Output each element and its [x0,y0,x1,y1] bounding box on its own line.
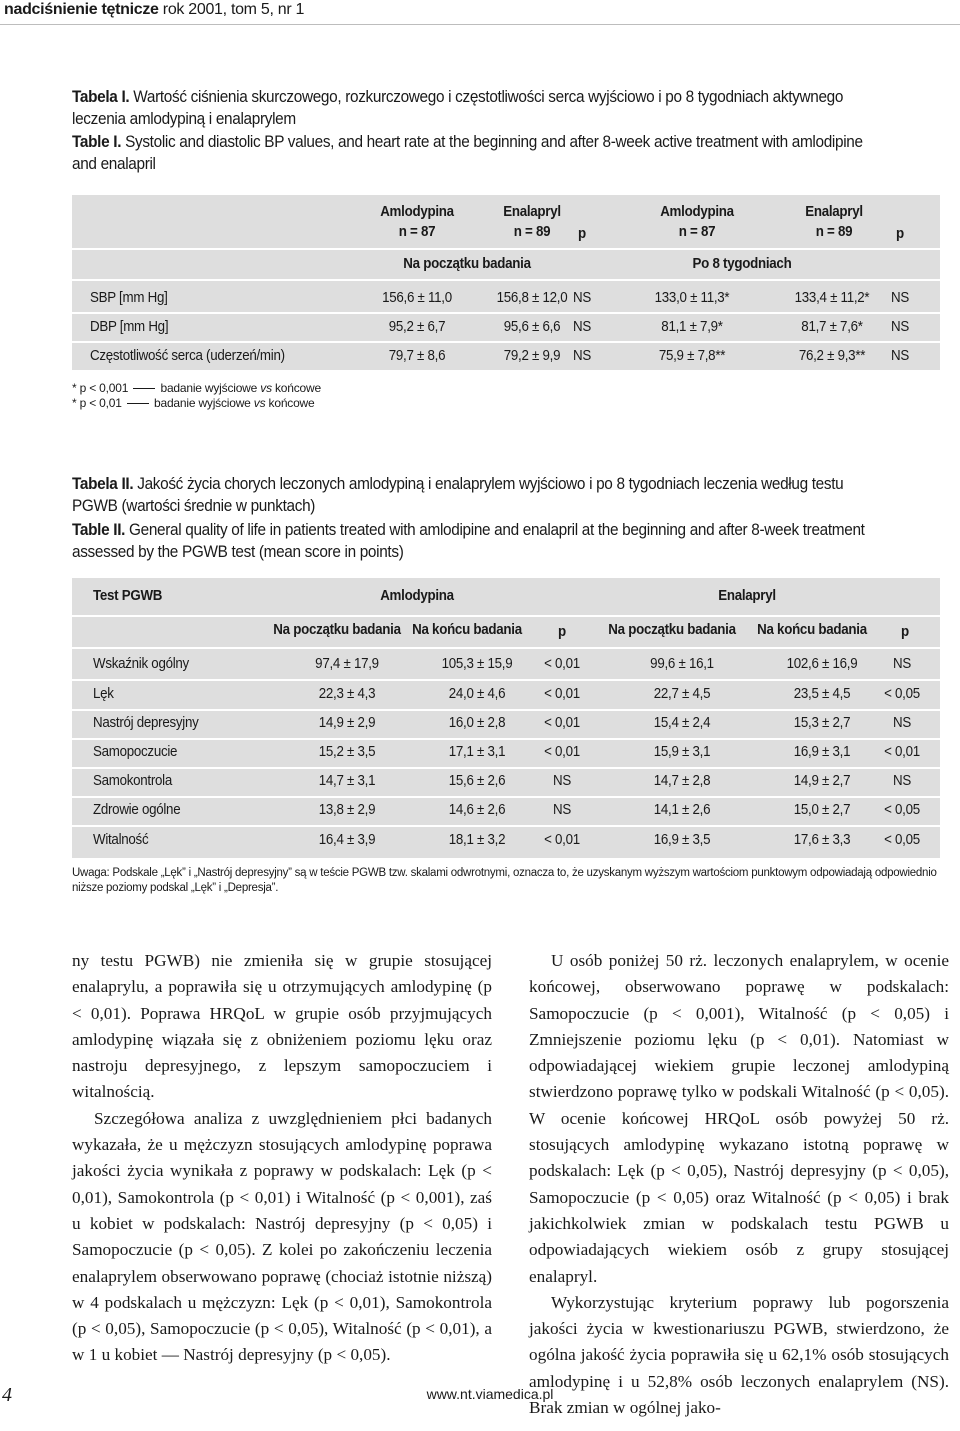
t2-cell: < 0,05 [884,802,920,818]
t2-subhead-p: p [558,624,566,640]
t2-rule [72,825,940,827]
t2-cell: 13,8 ± 2,9 [318,802,376,818]
t1-cell: 79,2 ± 9,9 [503,348,561,364]
table2 [72,578,940,858]
table1-text-en: Systolic and diastolic BP values, and heart rate at the beginning and after 8-week active treatment with amlodipine and enalapril [72,133,863,173]
t2-cell: NS [553,773,571,789]
t2-rule [72,647,940,649]
t1-cell: 81,1 ± 7,9* [661,319,723,335]
t2-row-label: Samopoczucie [93,744,178,760]
t2-cell: 17,6 ± 3,3 [793,832,851,848]
t2-cell: 23,5 ± 4,5 [793,686,851,702]
t1-cell: NS [891,348,909,364]
t1-head-drug-1: Amlodypina [380,204,454,220]
t1-head-n-4: n = 89 [815,224,853,240]
journal-name: nadciśnienie tętnicze [4,1,159,18]
t2-cell: 97,4 ± 17,9 [315,656,379,672]
dash [133,388,155,389]
t2-cell: 15,9 ± 3,1 [653,744,711,760]
body-paragraph: Szczegółowa analiza z uwzględnieniem płci badanych wykazała, że u mężczyzn stosujących amlodypinę poprawa jakości życia wynikała z poprawy w podskalach: Lęk (p < 0,01), Samokontrola (p < 0,01) i Witalność (p < 0,001), zaś u kobiet w podskalach: Nastrój depresyjny (p < 0,05) i Samopoczucie (p < 0,05). Z kolei po zakończeniu leczenia enalaprylem obserwowano poprawę (chociaż istotnie niższą) w 4 podskalach u mężczyzn: Lęk (p < 0,01), Samokontrola (p < 0,05), Samopoczucie (p < 0,05), Witalność (p < 0,01), a w 1 u kobiet — Nastrój depresyjny (p < 0,05). [72,1108,492,1365]
t1-head-drug-2: Enalapryl [503,204,561,220]
journal-issue: rok 2001, tom 5, nr 1 [158,1,305,18]
t2-cell: 18,1 ± 3,2 [448,832,506,848]
t2-cell: 14,6 ± 2,6 [448,802,506,818]
t2-cell: 15,3 ± 2,7 [793,715,851,731]
body-paragraph: ny testu PGWB) nie zmieniła się w grupie stosującej enalaprylu, a poprawiła się u otrzymujących amlodypinę (p < 0,01). Poprawa HRQoL w grupie osób przyjmujących amlodypinę wiązała się z obniżeniem poziomu lęku oraz nastroju depresyjnego, z lepszym samopoczuciem i witalnością. [72,951,492,1102]
t2-cell: NS [553,802,571,818]
t2-head-amlo: Amlodypina [380,588,454,604]
t2-cell: < 0,05 [884,686,920,702]
t1-cell: NS [573,319,591,335]
t2-cell: < 0,01 [544,744,580,760]
t1-cell: 156,8 ± 12,0 [496,290,568,306]
t2-subhead: Na początku badania [608,622,736,638]
journal-title [4,1,304,19]
t1-cell: 133,0 ± 11,3* [654,290,730,306]
t1-row-label: SBP [mm Hg] [90,290,168,306]
page-number: 4 [2,1384,12,1406]
t1-footnote-text: końcowe [271,381,321,395]
t1-cell: 95,6 ± 6,6 [503,319,561,335]
t1-head-n-3: n = 87 [678,224,716,240]
t2-cell: 14,1 ± 2,6 [653,802,711,818]
t2-cell: 15,0 ± 2,7 [793,802,851,818]
t2-row-label: Samokontrola [93,773,173,789]
t2-row-label: Lęk [93,686,114,702]
t2-head-test: Test PGWB [93,588,163,604]
t1-footnote-vs: vs [253,396,266,410]
t1-head-n-2: n = 89 [513,224,551,240]
running-header [0,0,960,25]
table1-caption-en [72,131,881,175]
t2-cell: 14,7 ± 3,1 [318,773,376,789]
t1-footnote-text: badanie wyjściowe [160,381,261,395]
table1 [72,195,940,370]
t1-head-p-2: p [896,226,904,242]
t1-footnote-sig: * p < 0,01 [72,396,122,410]
t2-cell: 24,0 ± 4,6 [448,686,506,702]
t2-cell: < 0,01 [544,832,580,848]
t2-note: Uwaga: Podskale „Lęk” i „Nastrój depresyjny” są w teście PGWB tzw. skalami odwrotnymi, oznacza to, że uzyskanym wyższym wartościom punktowym odpowiadają odpowiednio niższe poziomy podskal „Lęk” i „Depresja”. [72,867,937,894]
t2-cell: 22,7 ± 4,5 [653,686,711,702]
t1-footnote-sig: * p < 0,001 [72,381,129,395]
t1-rule [72,248,940,250]
t2-cell: 14,9 ± 2,7 [793,773,851,789]
table1-label-en: Table I. [72,133,122,151]
t2-rule [72,767,940,769]
dash [127,403,149,404]
t1-group-start: Na początku badania [403,256,531,272]
t2-cell: < 0,01 [544,656,580,672]
t1-rule [72,341,940,343]
t2-cell: 102,6 ± 16,9 [786,656,858,672]
t2-rule [72,709,940,711]
t2-cell: 105,3 ± 15,9 [441,656,513,672]
t2-subhead: Na początku badania [273,622,401,638]
t2-cell: 15,4 ± 2,4 [653,715,711,731]
body-paragraph: Wykorzystując kryterium poprawy lub pogorszenia jakości życia w kwestionariuszu PGWB, stwierdzono, że ogólna jakość życia poprawiła się u 62,1% osób stosujących amlodypinę i u 52,8% osób leczonych enalaprylem (NS). Brak zmian w ogólnej jako- [529,1292,949,1418]
t1-footnote [72,396,315,410]
body-column-right [529,948,949,1421]
t2-row-label: Wskaźnik ogólny [93,656,189,672]
t2-cell: 14,7 ± 2,8 [653,773,711,789]
t1-cell: 95,2 ± 6,7 [388,319,446,335]
t2-cell: 16,9 ± 3,5 [653,832,711,848]
t2-subhead: Na końcu badania [412,622,522,638]
t2-rule [72,679,940,681]
t2-head-enal: Enalapryl [718,588,776,604]
table2-label-en: Table II. [72,521,126,539]
body-column-left [72,948,492,1369]
body-paragraph: U osób poniżej 50 rż. leczonych enalaprylem, w ocenie końcowej, obserwowano poprawę w podskalach: Samopoczucie (p < 0,001), Witalność (p < 0,05) i Zmniejszenie poziomu lęku (p < 0,01). Natomiast w odpowiadającej wiekiem grupie leczonej amlodypiną stwierdzono poprawę tylko w podskali Witalność (p < 0,05). W ocenie końcowej HRQoL osób powyżej 50 rż. stosujących amlodypinę wykazano istotną poprawę w podskalach: Lęk (p < 0,05), Nastrój depresyjny (p < 0,05), Samopoczucie (p < 0,05) oraz Witalność (p < 0,05) i brak jakichkolwiek zmian w podskalach testu PGWB u odpowiadających wiekiem osób z grupy stosującej enalapryl. [529,951,949,1286]
t2-cell: 99,6 ± 16,1 [650,656,714,672]
t1-group-end: Po 8 tygodniach [692,256,792,272]
t1-cell: 79,7 ± 8,6 [388,348,446,364]
t2-rule [72,615,940,617]
t1-cell: 81,7 ± 7,6* [801,319,863,335]
t2-cell: 16,9 ± 3,1 [793,744,851,760]
t1-head-drug-4: Enalapryl [805,204,863,220]
table2-text-en: General quality of life in patients treated with amlodipine and enalapril at the beginning and after 8-week treatment assessed by the PGWB test (mean score in points) [72,521,865,561]
t1-head-p-1: p [578,226,586,242]
t1-cell: 133,4 ± 11,2* [794,290,870,306]
t1-footnote-vs: vs [260,381,272,395]
t1-rule [72,279,940,281]
t2-cell: < 0,01 [884,744,920,760]
t2-cell: NS [893,773,911,789]
table1-text-pl: Wartość ciśnienia skurczowego, rozkurczowego i częstotliwości serca wyjściowo i po 8 tygodniach aktywnego leczenia amlodypiną i enalaprylem [72,88,844,128]
table2-label-pl: Tabela II. [72,475,134,493]
t2-row-label: Zdrowie ogólne [93,802,181,818]
footer-url[interactable]: www.nt.viamedica.pl [426,1386,554,1402]
t2-cell: 22,3 ± 4,3 [318,686,376,702]
t2-cell: NS [893,656,911,672]
t2-cell: 16,0 ± 2,8 [448,715,506,731]
t1-row-label: DBP [mm Hg] [90,319,169,335]
t2-cell: < 0,01 [544,715,580,731]
t1-footnote-text: badanie wyjściowe [154,396,254,410]
t2-cell: < 0,01 [544,686,580,702]
t2-row-label: Witalność [93,832,149,848]
table2-caption-en [72,519,881,563]
t2-cell: 14,9 ± 2,9 [318,715,376,731]
t1-cell: NS [573,348,591,364]
t2-cell: 15,2 ± 3,5 [318,744,376,760]
t1-head-drug-3: Amlodypina [660,204,734,220]
t2-rule [72,796,940,798]
t2-cell: 15,6 ± 2,6 [448,773,506,789]
t1-cell: 75,9 ± 7,8** [658,348,726,364]
table2-text-pl: Jakość życia chorych leczonych amlodypiną i enalaprylem wyjściowo i po 8 tygodniach leczenia według testu PGWB (wartości średnie w punktach) [72,475,844,515]
t2-row-label: Nastrój depresyjny [93,715,199,731]
t1-cell: NS [573,290,591,306]
t2-cell: < 0,05 [884,832,920,848]
t2-subhead-p: p [901,624,909,640]
t2-cell: NS [893,715,911,731]
t1-cell: NS [891,290,909,306]
t2-rule [72,738,940,740]
table1-caption-pl [72,86,881,130]
t2-cell: 17,1 ± 3,1 [448,744,506,760]
t1-cell: 76,2 ± 9,3** [798,348,866,364]
t1-footnote-text: końcowe [265,396,315,410]
t1-rule [72,312,940,314]
table2-caption-pl [72,473,881,517]
t1-row-label: Częstotliwość serca (uderzeń/min) [90,348,285,364]
t1-footnote [72,381,321,395]
t1-cell: NS [891,319,909,335]
table1-label-pl: Tabela I. [72,88,130,106]
t1-cell: 156,6 ± 11,0 [382,290,452,306]
t2-subhead: Na końcu badania [757,622,867,638]
t2-cell: 16,4 ± 3,9 [318,832,376,848]
t1-head-n-1: n = 87 [398,224,436,240]
